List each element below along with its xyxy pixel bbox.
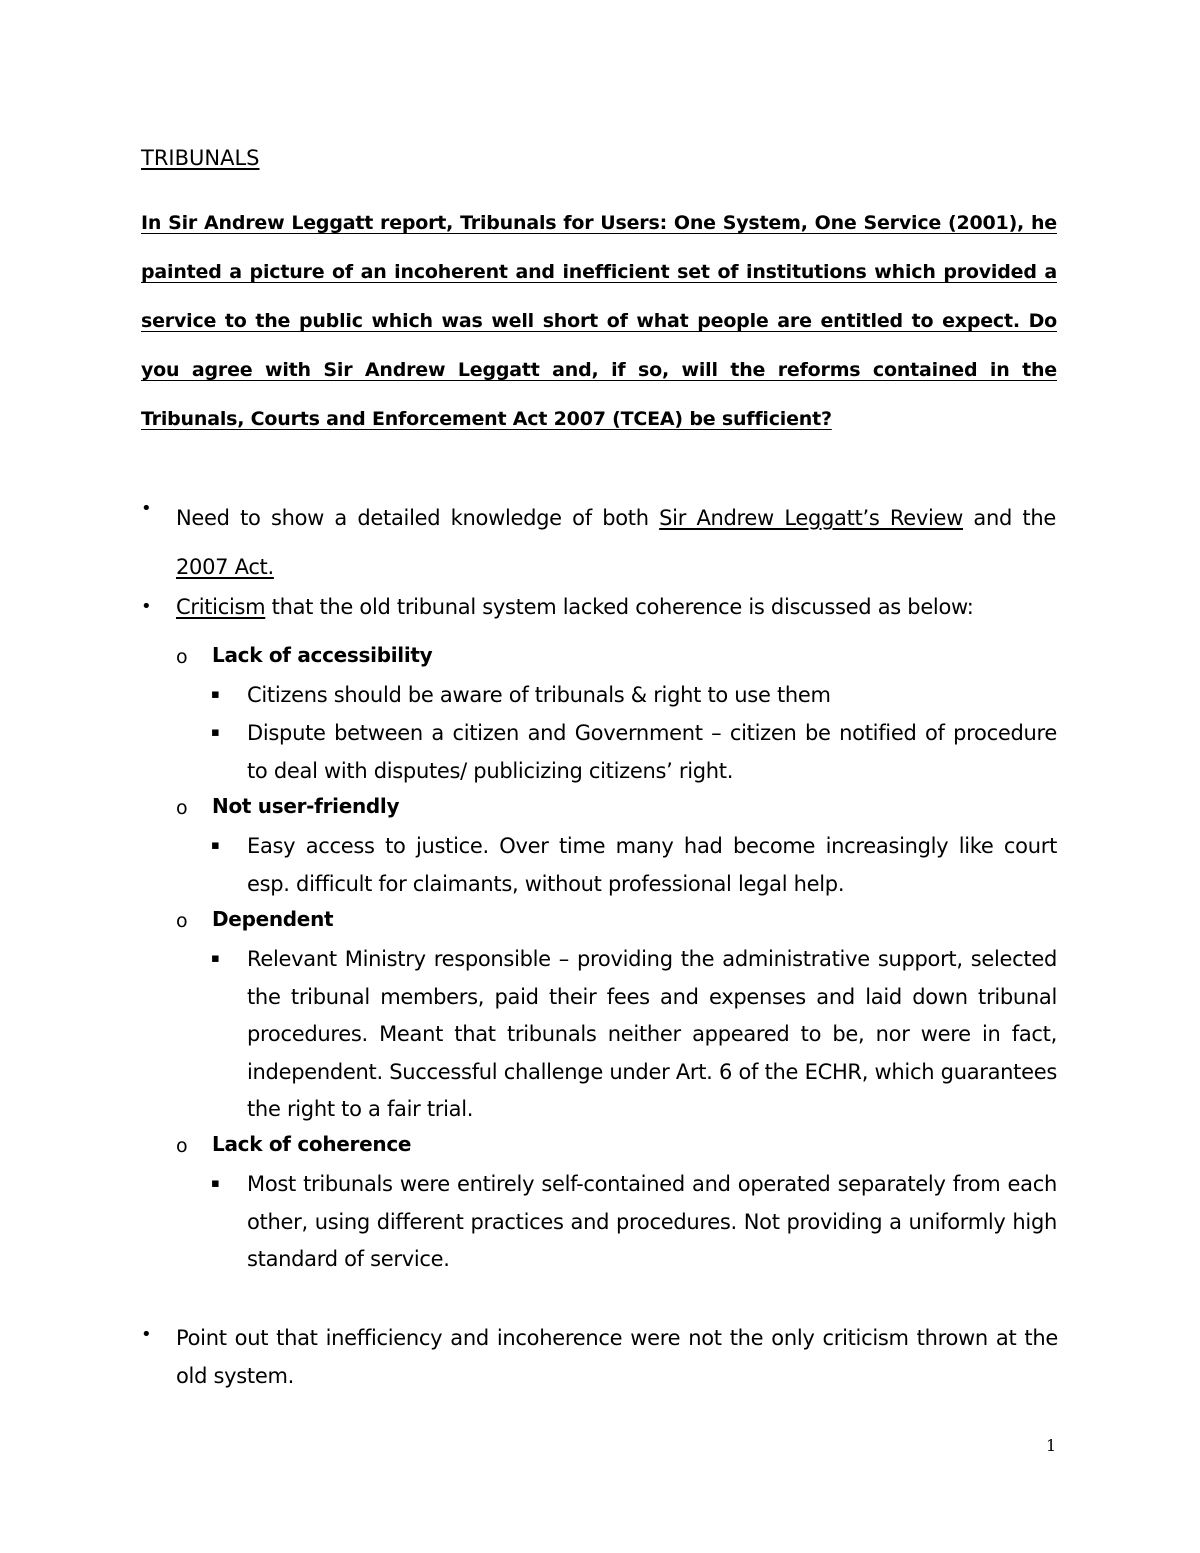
subheading: Lack of coherence	[212, 1132, 412, 1156]
item-marker: ▪	[211, 687, 220, 702]
sub-marker: o	[176, 1135, 188, 1157]
item-text: Most tribunals were entirely self-contained and operated separately from each other, using different practices and procedures. Not providing a uniformly high standard of service.	[247, 1172, 1057, 1272]
bullet-text	[176, 494, 1056, 592]
bullet-text-part: that the old tribunal system lacked coherence is discussed as below:	[265, 595, 974, 619]
subheading: Dependent	[212, 907, 334, 931]
bullet-marker: •	[141, 596, 152, 617]
item-text: Dispute between a citizen and Government – citizen be notified of procedure to deal with disputes/ publicizing citizens’ right.	[247, 721, 1057, 783]
item-marker: ▪	[211, 1176, 220, 1191]
item-text: Relevant Ministry responsible – providing the administrative support, selected the tribunal members, paid their fees and expenses and laid down tribunal procedures. Meant that tribunals neither appeared to be, nor were in fact, independent. Successful challenge under Art. 6 of the ECHR, which guarantees the right to a fair trial.	[247, 947, 1057, 1122]
item-marker: ▪	[211, 725, 220, 740]
bullet-text-part: Need to show a detailed knowledge of both	[176, 506, 660, 530]
bullet-text	[176, 592, 1058, 622]
item-marker: ▪	[211, 838, 220, 853]
bullet-marker: •	[141, 1324, 152, 1345]
sub-marker: o	[176, 646, 188, 668]
document-title: TRIBUNALS	[141, 146, 260, 170]
essay-question: In Sir Andrew Leggatt report, Tribunals for Users: One System, One Service (2001), he painted a picture of an incoherent and inefficient set of institutions which provided a service to the public which was well short of what people are entitled to expect. Do you agree with Sir Andrew Leggatt and, if so, will the reforms contained in the Tribunals, Courts and Enforcement Act 2007 (TCEA) be sufficient?	[141, 212, 1057, 430]
page-number: 1	[1046, 1436, 1057, 1455]
bullet-text-part: and the	[963, 506, 1056, 530]
item-text: Citizens should be aware of tribunals & right to use them	[247, 683, 831, 707]
sub-marker: o	[176, 910, 188, 932]
sub-marker: o	[176, 797, 188, 819]
bullet-text-part: Point out that inefficiency and incoherence were not the only criticism thrown at the old system.	[176, 1326, 1058, 1388]
bullet-text	[176, 1320, 1058, 1395]
subheading: Lack of accessibility	[212, 643, 433, 667]
subheading: Not user-friendly	[212, 794, 400, 818]
bullet-marker: •	[141, 498, 152, 519]
act-reference: 2007 Act.	[176, 555, 274, 579]
review-reference: Sir Andrew Leggatt’s Review	[659, 506, 964, 530]
item-text: Easy access to justice. Over time many had become increasingly like court esp. difficult for claimants, without professional legal help.	[247, 834, 1057, 896]
criticism-term: Criticism	[176, 595, 266, 619]
item-marker: ▪	[211, 951, 220, 966]
